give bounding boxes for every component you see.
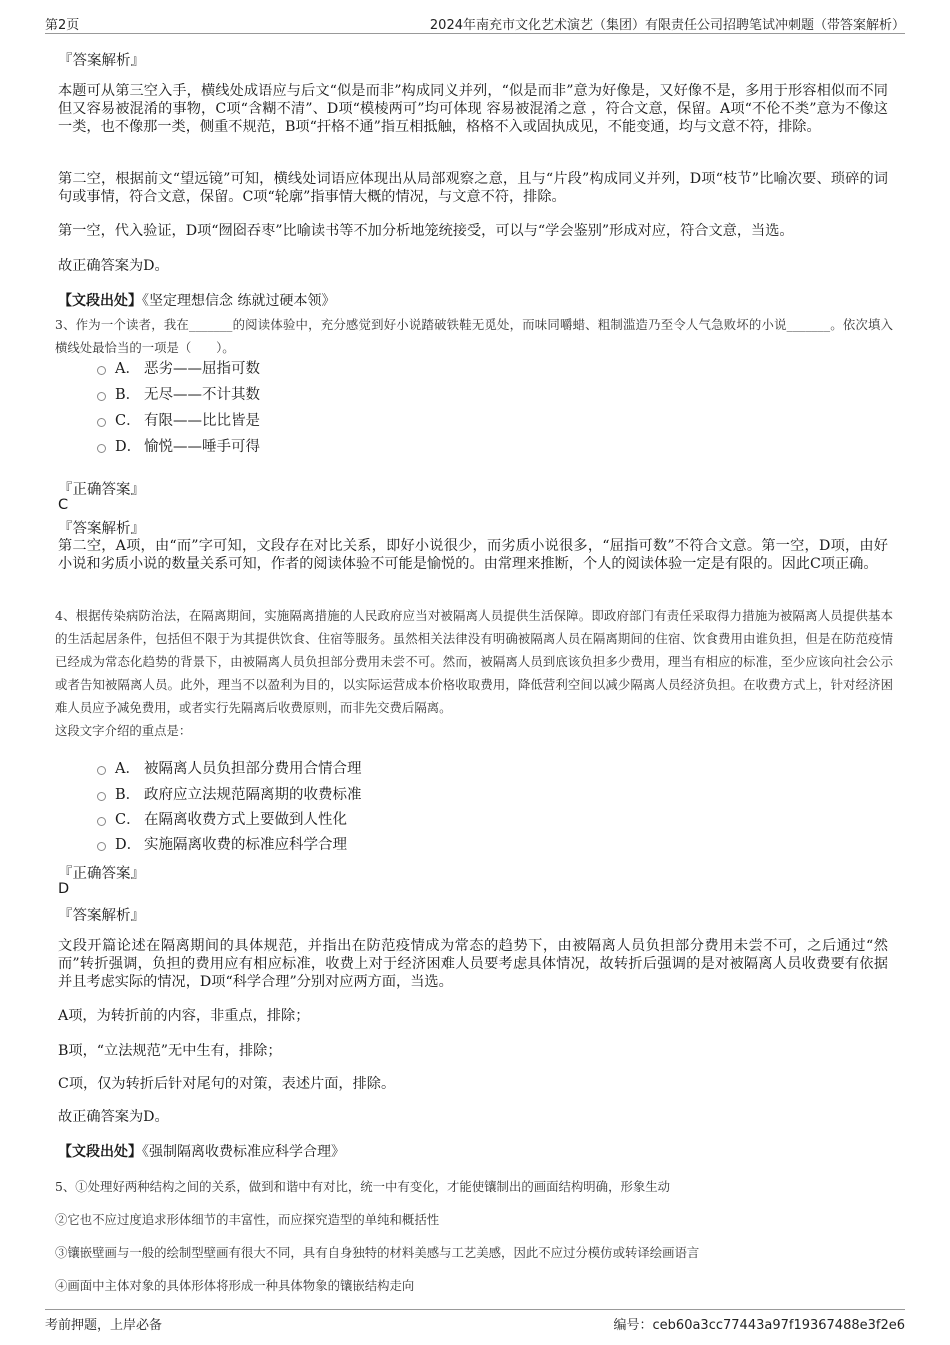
radio-icon[interactable] [97,418,106,427]
q4-source-label: 【文段出处】 [58,1144,142,1160]
q2-source-title: 《坚定理想信念 练就过硬本领》 [142,293,336,309]
q4-prompt: 这段文字介绍的重点是： [55,723,192,738]
q2-analysis-para-2: 第二空，根据前文“望远镜”可知，横线处词语应体现出从局部观察之意，且与“片段”构成同义并列，D项“枝节”比喻次要、琐碎的词句或事情，符合文意，保留。C项“轮廓”指事情大概的情况，与文意不符，排除。 [58,171,888,205]
q2-analysis-title: 『答案解析』 [58,53,145,69]
q4-stem: 4、根据传染病防治法，在隔离期间，实施隔离措施的人民政府应当对被隔离人员提供生活保障。即政府部门有责任采取得力措施为被隔离人员提供基本的生活起居条件，包括但不限于为其提供饮食、住宿等服务。虽然相关法律没有明确被隔离人员在隔离期间的住宿、饮食费用由谁负担，但是在防范疫情已经成为常态化趋势的背景下，由被隔离人员负担部分费用未尝不可。然而，被隔离人员到底该负担多少费用，理当有相应的标准，至少应该向社会公示或者告知被隔离人员。此外，理当不以盈利为目的，以实际运营成本价格收取费用，降低营利空间以减少隔离人员经济负担。在收费方式上，针对经济困难人员应予减免费用，或者实行先隔离后收费原则，而非先交费后隔离。 [55,608,893,715]
document-title: 2024年南充市文化艺术演艺（集团）有限责任公司招聘笔试冲刺题（带答案解析） [429,18,905,33]
q5-item-2: ②它也不应过度追求形体细节的丰富性，而应探究造型的单纯和概括性 [55,1212,440,1227]
footer-slogan: 考前押题，上岸必备 [45,1318,163,1333]
q4-source-title: 《强制隔离收费标准应科学合理》 [142,1144,345,1160]
q4-analysis-para-5: 故正确答案为D。 [58,1109,169,1125]
q2-source [58,290,335,310]
option-letter: D． [115,836,142,853]
radio-icon[interactable] [97,766,106,775]
page-number: 第2页 [45,18,80,33]
radio-icon[interactable] [97,444,106,453]
q4-answer-title: 『正确答案』 [58,866,145,882]
option-letter: C． [115,811,141,828]
option-letter: B． [115,386,141,403]
q4-option-d[interactable] [97,832,347,854]
q4-source [58,1141,345,1161]
q5-item-4: ④画面中主体对象的具体形体将形成一种具体物象的镶嵌结构走向 [55,1278,415,1293]
q3-option-a[interactable] [97,356,260,378]
q4-analysis-para-2: A项，为转折前的内容，非重点，排除； [58,1008,310,1024]
q2-source-label: 【文段出处】 [58,293,142,309]
radio-icon[interactable] [97,817,106,826]
option-text: 恶劣——屈指可数 [144,360,260,377]
option-text: 无尽——不计其数 [144,386,260,403]
q3-option-b[interactable] [97,382,260,404]
option-letter: D． [115,438,142,455]
option-letter: A． [115,760,140,777]
q4-analysis-para-3: B项，“立法规范”无中生有，排除； [58,1043,282,1059]
option-text: 被隔离人员负担部分费用合情合理 [144,760,362,777]
radio-icon[interactable] [97,842,106,851]
option-letter: A． [115,360,140,377]
q4-option-a[interactable] [97,756,362,778]
radio-icon[interactable] [97,366,106,375]
q3-answer: C [58,497,69,513]
q2-analysis-para-1: 本题可从第三空入手，横线处成语应与后文“似是而非”构成同义并列，“似是而非”意为好像是，又好像不是，多用于形容相似而不同但又容易被混淆的事物，C项“含糊不清”、D项“模棱两可”均可体现 容易被混淆之意 ，符合文意，保留。A项“不伦不类”意为不像这一类，也不像那一类，侧重不规范，B项“扞格不通”指互相抵触，格格不入或固执成见，不能变通，均与文意不符，排除。 [58,83,888,135]
header-divider [45,33,905,34]
footer-code [614,1314,905,1333]
q4-option-b[interactable] [97,782,362,804]
q4-option-c[interactable] [97,807,347,829]
option-text: 政府应立法规范隔离期的收费标准 [144,786,362,803]
q5-item-3: ③镶嵌壁画与一般的绘制型壁画有很大不同，具有自身独特的材料美感与工艺美感，因此不应过分模仿或转译绘画语言 [55,1245,700,1260]
q4-analysis-para-1: 文段开篇论述在隔离期间的具体规范，并指出在防范疫情成为常态的趋势下，由被隔离人员负担部分费用未尝不可，之后通过“然而”转折强调，负担的费用应有相应标准，收费上对于经济困难人员要考虑具体情况，故转折后强调的是对被隔离人员收费要有依据并且考虑实际的情况，D项“科学合理”分别对应两方面，当选。 [58,938,888,990]
option-letter: C． [115,412,141,429]
q3-analysis: 第二空，A项，由“而”字可知，文段存在对比关系，即好小说很少，而劣质小说很多，“屈指可数”不符合文意。第一空，D项，由好小说和劣质小说的数量关系可知，作者的阅读体验不可能是愉悦的。由常理来推断，个人的阅读体验一定是有限的。因此C项正确。 [58,538,888,572]
q3-stem: 3、作为一个读者，我在_______的阅读体验中，充分感觉到好小说踏破铁鞋无觅处，而味同嚼蜡、粗制滥造乃至令人气急败坏的小说_______。依次填入横线处最恰当的一项是（ ）。 [55,317,893,355]
q3-analysis-title: 『答案解析』 [58,521,145,537]
radio-icon[interactable] [97,792,106,801]
q3-option-d[interactable] [97,434,260,456]
q3-option-c[interactable] [97,408,260,430]
q5-item-1: 5、①处理好两种结构之间的关系，做到和谐中有对比，统一中有变化，才能使镶制出的画面结构明确，形象生动 [55,1179,671,1194]
option-text: 在隔离收费方式上要做到人性化 [144,811,347,828]
footer-code-label: 编号： [613,1318,653,1333]
footer-code-value: ceb60a3cc77443a97f19367488e3f2e6 [652,1318,905,1333]
footer-divider [45,1309,905,1310]
radio-icon[interactable] [97,392,106,401]
q4-analysis-title: 『答案解析』 [58,908,145,924]
option-letter: B． [115,786,141,803]
q3-answer-title: 『正确答案』 [58,482,145,498]
q2-analysis-para-4: 故正确答案为D。 [58,258,169,274]
option-text: 愉悦——唾手可得 [144,438,260,455]
q4-analysis-para-4: C项，仅为转折后针对尾句的对策，表述片面，排除。 [58,1076,396,1092]
option-text: 有限——比比皆是 [144,412,260,429]
option-text: 实施隔离收费的标准应科学合理 [144,836,347,853]
q4-answer: D [58,881,70,897]
q2-analysis-para-3: 第一空，代入验证，D项“囫囵吞枣”比喻读书等不加分析地笼统接受，可以与“学会鉴别”形成对应，符合文意，当选。 [58,223,794,239]
